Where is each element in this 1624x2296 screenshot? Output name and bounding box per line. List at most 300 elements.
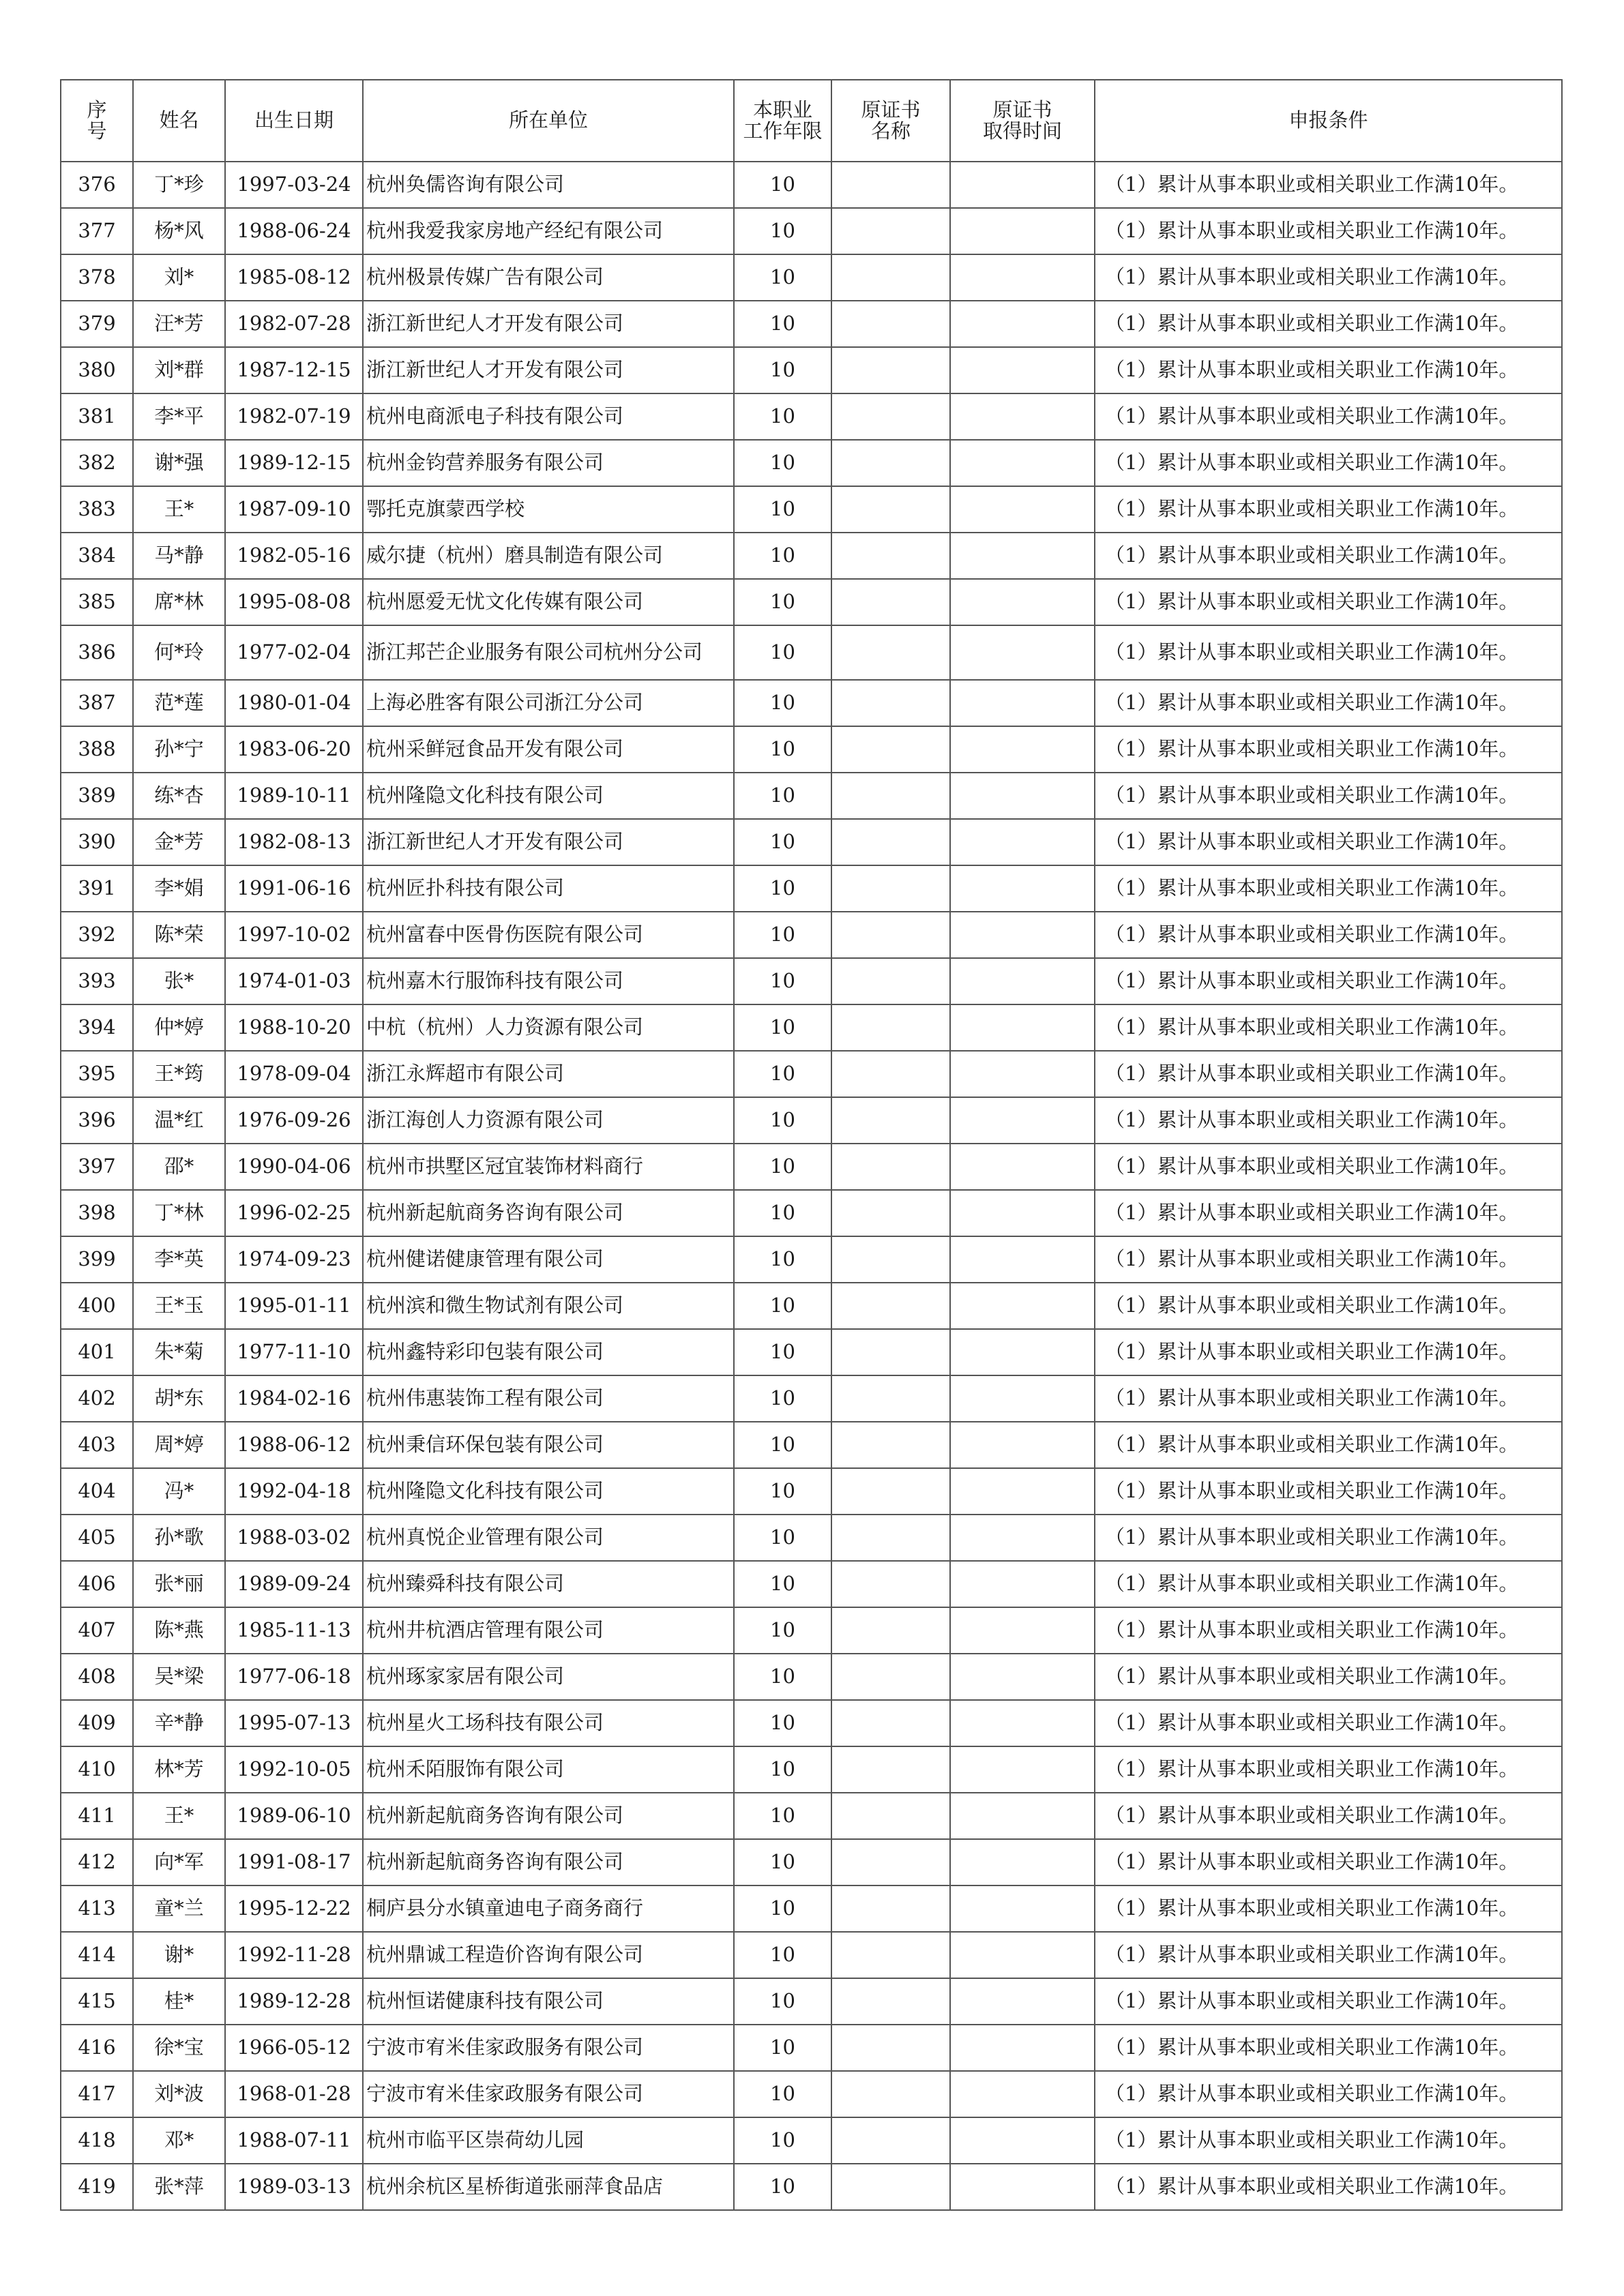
cell-cert-name (831, 440, 950, 486)
cell-cert-name (831, 2164, 950, 2210)
cell-seq: 382 (61, 440, 133, 486)
cell-cert-name (831, 1839, 950, 1885)
cell-name: 王*筠 (133, 1051, 225, 1097)
cell-condition: （1）累计从事本职业或相关职业工作满10年。 (1095, 1978, 1562, 2025)
header-birth (225, 80, 363, 162)
table-row (61, 958, 1562, 1004)
cell-unit: 杭州市临平区崇荷幼儿园 (363, 2117, 734, 2164)
cell-seq: 413 (61, 1885, 133, 1932)
header-seq (61, 80, 133, 162)
cell-seq: 401 (61, 1329, 133, 1375)
cell-seq: 407 (61, 1607, 133, 1654)
table-row (61, 680, 1562, 726)
cell-condition: （1）累计从事本职业或相关职业工作满10年。 (1095, 1561, 1562, 1607)
cell-work-years: 10 (734, 1839, 831, 1885)
cell-birth-date: 1982-05-16 (225, 533, 363, 579)
cell-condition: （1）累计从事本职业或相关职业工作满10年。 (1095, 1004, 1562, 1051)
table-row (61, 1004, 1562, 1051)
cell-condition: （1）累计从事本职业或相关职业工作满10年。 (1095, 1746, 1562, 1793)
cell-cert-time (950, 2164, 1095, 2210)
cell-name: 谢*强 (133, 440, 225, 486)
cell-seq: 388 (61, 726, 133, 773)
cell-birth-date: 1988-06-24 (225, 208, 363, 254)
cell-cert-time (950, 1978, 1095, 2025)
table-row (61, 1978, 1562, 2025)
cell-cert-time (950, 1375, 1095, 1422)
cell-cert-time (950, 347, 1095, 393)
table-row (61, 1283, 1562, 1329)
header-seq-line-1: 序 (87, 98, 107, 121)
cell-work-years: 10 (734, 865, 831, 912)
table-row (61, 486, 1562, 533)
table-row (61, 533, 1562, 579)
cell-condition: （1）累计从事本职业或相关职业工作满10年。 (1095, 2117, 1562, 2164)
cell-work-years: 10 (734, 2071, 831, 2117)
cell-name: 马*静 (133, 533, 225, 579)
cell-condition: （1）累计从事本职业或相关职业工作满10年。 (1095, 1839, 1562, 1885)
header-name (133, 80, 225, 162)
cell-name: 张* (133, 958, 225, 1004)
cell-seq: 410 (61, 1746, 133, 1793)
cell-condition: （1）累计从事本职业或相关职业工作满10年。 (1095, 1422, 1562, 1468)
cell-cert-time (950, 1932, 1095, 1978)
cell-cert-time (950, 579, 1095, 625)
cell-name: 温*红 (133, 1097, 225, 1144)
cell-name: 林*芳 (133, 1746, 225, 1793)
cell-cert-name (831, 1654, 950, 1700)
cell-condition: （1）累计从事本职业或相关职业工作满10年。 (1095, 865, 1562, 912)
cell-birth-date: 1988-03-02 (225, 1515, 363, 1561)
cell-birth-date: 1989-03-13 (225, 2164, 363, 2210)
cell-seq: 405 (61, 1515, 133, 1561)
cell-condition: （1）累计从事本职业或相关职业工作满10年。 (1095, 819, 1562, 865)
cell-cert-name (831, 773, 950, 819)
cell-name: 李*娟 (133, 865, 225, 912)
cell-unit: 杭州真悦企业管理有限公司 (363, 1515, 734, 1561)
cell-seq: 377 (61, 208, 133, 254)
header-years-line-1: 本职业 (752, 98, 812, 121)
cell-cert-name (831, 726, 950, 773)
table-row (61, 1839, 1562, 1885)
cell-seq: 416 (61, 2025, 133, 2071)
cell-cert-time (950, 1422, 1095, 1468)
cell-seq: 414 (61, 1932, 133, 1978)
cell-birth-date: 1987-09-10 (225, 486, 363, 533)
cell-unit: 杭州隆隐文化科技有限公司 (363, 773, 734, 819)
table-row (61, 208, 1562, 254)
cell-seq: 417 (61, 2071, 133, 2117)
cell-cert-time (950, 1654, 1095, 1700)
cell-cert-name (831, 1051, 950, 1097)
applicant-table (60, 79, 1563, 2211)
cell-unit: 杭州臻舜科技有限公司 (363, 1561, 734, 1607)
cell-birth-date: 1991-08-17 (225, 1839, 363, 1885)
cell-birth-date: 1995-07-13 (225, 1700, 363, 1746)
header-cert-name-line-1: 原证书 (861, 98, 921, 121)
cell-unit: 浙江永辉超市有限公司 (363, 1051, 734, 1097)
cell-cert-name (831, 486, 950, 533)
cell-work-years: 10 (734, 1654, 831, 1700)
cell-seq: 394 (61, 1004, 133, 1051)
cell-birth-date: 1982-08-13 (225, 819, 363, 865)
table-row (61, 1375, 1562, 1422)
cell-birth-date: 1992-04-18 (225, 1468, 363, 1515)
cell-condition: （1）累计从事本职业或相关职业工作满10年。 (1095, 1654, 1562, 1700)
cell-condition: （1）累计从事本职业或相关职业工作满10年。 (1095, 579, 1562, 625)
cell-name: 陈*燕 (133, 1607, 225, 1654)
cell-birth-date: 1980-01-04 (225, 680, 363, 726)
cell-unit: 杭州伟惠装饰工程有限公司 (363, 1375, 734, 1422)
cell-birth-date: 1989-06-10 (225, 1793, 363, 1839)
cell-condition: （1）累计从事本职业或相关职业工作满10年。 (1095, 2025, 1562, 2071)
cell-name: 谢* (133, 1932, 225, 1978)
cell-cert-time (950, 1700, 1095, 1746)
cell-work-years: 10 (734, 1051, 831, 1097)
cell-cert-name (831, 1746, 950, 1793)
header-row (61, 80, 1562, 162)
cell-unit: 浙江新世纪人才开发有限公司 (363, 301, 734, 347)
cell-seq: 404 (61, 1468, 133, 1515)
cell-work-years: 10 (734, 1236, 831, 1283)
cell-seq: 383 (61, 486, 133, 533)
cell-unit: 浙江新世纪人才开发有限公司 (363, 347, 734, 393)
cell-name: 金*芳 (133, 819, 225, 865)
table-row (61, 1654, 1562, 1700)
cell-work-years: 10 (734, 1144, 831, 1190)
cell-cert-time (950, 1746, 1095, 1793)
header-years-line-2: 工作年限 (743, 119, 823, 143)
header-name-line-1: 姓名 (159, 108, 199, 132)
header-cert-name (831, 80, 950, 162)
cell-birth-date: 1974-01-03 (225, 958, 363, 1004)
cell-cert-time (950, 773, 1095, 819)
cell-unit: 杭州愿爱无忧文化传媒有限公司 (363, 579, 734, 625)
cell-cert-name (831, 1375, 950, 1422)
cell-birth-date: 1997-03-24 (225, 162, 363, 208)
cell-work-years: 10 (734, 1746, 831, 1793)
cell-unit: 杭州鼎诚工程造价咨询有限公司 (363, 1932, 734, 1978)
cell-cert-time (950, 1607, 1095, 1654)
cell-cert-name (831, 1978, 950, 2025)
cell-seq: 380 (61, 347, 133, 393)
cell-cert-time (950, 1144, 1095, 1190)
cell-unit: 威尔捷（杭州）磨具制造有限公司 (363, 533, 734, 579)
cell-name: 刘*群 (133, 347, 225, 393)
cell-condition: （1）累计从事本职业或相关职业工作满10年。 (1095, 440, 1562, 486)
cell-name: 王*玉 (133, 1283, 225, 1329)
cell-cert-time (950, 440, 1095, 486)
cell-birth-date: 1996-02-25 (225, 1190, 363, 1236)
cell-work-years: 10 (734, 1885, 831, 1932)
cell-cert-time (950, 254, 1095, 301)
cell-cert-name (831, 2071, 950, 2117)
cell-work-years: 10 (734, 254, 831, 301)
cell-unit: 杭州星火工场科技有限公司 (363, 1700, 734, 1746)
cell-cert-name (831, 393, 950, 440)
table-row (61, 1422, 1562, 1468)
table-row (61, 1190, 1562, 1236)
cell-cert-name (831, 1561, 950, 1607)
cell-unit: 鄂托克旗蒙西学校 (363, 486, 734, 533)
table-body (61, 162, 1562, 2210)
cell-condition: （1）累计从事本职业或相关职业工作满10年。 (1095, 1793, 1562, 1839)
cell-work-years: 10 (734, 1468, 831, 1515)
table-row (61, 1885, 1562, 1932)
cell-name: 张*丽 (133, 1561, 225, 1607)
cell-cert-time (950, 625, 1095, 680)
cell-birth-date: 1977-02-04 (225, 625, 363, 680)
cell-seq: 391 (61, 865, 133, 912)
cell-birth-date: 1987-12-15 (225, 347, 363, 393)
cell-seq: 419 (61, 2164, 133, 2210)
cell-cert-name (831, 162, 950, 208)
header-unit-line-1: 所在单位 (508, 108, 588, 132)
cell-seq: 395 (61, 1051, 133, 1097)
header-seq-line-2: 号 (87, 119, 107, 143)
table-row (61, 162, 1562, 208)
cell-unit: 杭州隆隐文化科技有限公司 (363, 1468, 734, 1515)
cell-work-years: 10 (734, 393, 831, 440)
cell-cert-name (831, 1885, 950, 1932)
cell-work-years: 10 (734, 533, 831, 579)
header-cert-time-line-1: 原证书 (992, 98, 1052, 121)
cell-cert-time (950, 726, 1095, 773)
cell-name: 李*英 (133, 1236, 225, 1283)
table-row (61, 393, 1562, 440)
cell-birth-date: 1995-08-08 (225, 579, 363, 625)
cell-seq: 397 (61, 1144, 133, 1190)
cell-cert-time (950, 1097, 1095, 1144)
cell-birth-date: 1976-09-26 (225, 1097, 363, 1144)
cell-unit: 杭州富春中医骨伤医院有限公司 (363, 912, 734, 958)
cell-cert-time (950, 912, 1095, 958)
table-row (61, 1561, 1562, 1607)
table-row (61, 625, 1562, 680)
cell-cert-time (950, 2071, 1095, 2117)
cell-unit: 杭州禾陌服饰有限公司 (363, 1746, 734, 1793)
cell-birth-date: 1990-04-06 (225, 1144, 363, 1190)
cell-seq: 378 (61, 254, 133, 301)
cell-name: 练*杏 (133, 773, 225, 819)
cell-birth-date: 1992-10-05 (225, 1746, 363, 1793)
cell-birth-date: 1997-10-02 (225, 912, 363, 958)
cell-cert-time (950, 680, 1095, 726)
cell-work-years: 10 (734, 347, 831, 393)
table-row (61, 1236, 1562, 1283)
cell-unit: 浙江邦芒企业服务有限公司杭州分公司 (363, 625, 734, 680)
cell-birth-date: 1984-02-16 (225, 1375, 363, 1422)
cell-cert-name (831, 1607, 950, 1654)
cell-condition: （1）累计从事本职业或相关职业工作满10年。 (1095, 533, 1562, 579)
cell-cert-time (950, 958, 1095, 1004)
cell-work-years: 10 (734, 440, 831, 486)
cell-seq: 408 (61, 1654, 133, 1700)
cell-unit: 杭州极景传媒广告有限公司 (363, 254, 734, 301)
cell-work-years: 10 (734, 773, 831, 819)
cell-birth-date: 1977-06-18 (225, 1654, 363, 1700)
cell-seq: 396 (61, 1097, 133, 1144)
cell-cert-name (831, 1793, 950, 1839)
cell-work-years: 10 (734, 1190, 831, 1236)
cell-work-years: 10 (734, 1700, 831, 1746)
cell-unit: 杭州鑫特彩印包装有限公司 (363, 1329, 734, 1375)
cell-cert-name (831, 1468, 950, 1515)
cell-cert-time (950, 1236, 1095, 1283)
cell-unit: 杭州恒诺健康科技有限公司 (363, 1978, 734, 2025)
cell-condition: （1）累计从事本职业或相关职业工作满10年。 (1095, 1329, 1562, 1375)
cell-birth-date: 1995-12-22 (225, 1885, 363, 1932)
cell-name: 邵* (133, 1144, 225, 1190)
cell-name: 刘* (133, 254, 225, 301)
cell-name: 周*婷 (133, 1422, 225, 1468)
cell-seq: 389 (61, 773, 133, 819)
cell-name: 冯* (133, 1468, 225, 1515)
cell-unit: 杭州新起航商务咨询有限公司 (363, 1793, 734, 1839)
cell-cert-name (831, 347, 950, 393)
cell-unit: 杭州新起航商务咨询有限公司 (363, 1839, 734, 1885)
cell-condition: （1）累计从事本职业或相关职业工作满10年。 (1095, 162, 1562, 208)
header-years (734, 80, 831, 162)
cell-unit: 杭州新起航商务咨询有限公司 (363, 1190, 734, 1236)
cell-condition: （1）累计从事本职业或相关职业工作满10年。 (1095, 1468, 1562, 1515)
cell-work-years: 10 (734, 1422, 831, 1468)
table-row (61, 254, 1562, 301)
table-row (61, 2117, 1562, 2164)
cell-cert-time (950, 1793, 1095, 1839)
table-row (61, 1097, 1562, 1144)
cell-seq: 376 (61, 162, 133, 208)
cell-condition: （1）累计从事本职业或相关职业工作满10年。 (1095, 1190, 1562, 1236)
cell-seq: 400 (61, 1283, 133, 1329)
cell-work-years: 10 (734, 1793, 831, 1839)
cell-birth-date: 1977-11-10 (225, 1329, 363, 1375)
cell-cert-time (950, 1561, 1095, 1607)
cell-birth-date: 1978-09-04 (225, 1051, 363, 1097)
cell-cert-name (831, 1144, 950, 1190)
cell-condition: （1）累计从事本职业或相关职业工作满10年。 (1095, 254, 1562, 301)
header-birth-line-1: 出生日期 (254, 108, 334, 132)
cell-name: 仲*婷 (133, 1004, 225, 1051)
cell-name: 孙*歌 (133, 1515, 225, 1561)
table-row (61, 1700, 1562, 1746)
cell-seq: 409 (61, 1700, 133, 1746)
cell-condition: （1）累计从事本职业或相关职业工作满10年。 (1095, 726, 1562, 773)
table-row (61, 1515, 1562, 1561)
cell-condition: （1）累计从事本职业或相关职业工作满10年。 (1095, 680, 1562, 726)
cell-name: 刘*波 (133, 2071, 225, 2117)
cell-work-years: 10 (734, 1561, 831, 1607)
cell-unit: 杭州电商派电子科技有限公司 (363, 393, 734, 440)
cell-name: 丁*林 (133, 1190, 225, 1236)
cell-work-years: 10 (734, 301, 831, 347)
cell-condition: （1）累计从事本职业或相关职业工作满10年。 (1095, 2071, 1562, 2117)
cell-unit: 中杭（杭州）人力资源有限公司 (363, 1004, 734, 1051)
cell-cert-name (831, 1004, 950, 1051)
table-row (61, 726, 1562, 773)
cell-cert-name (831, 1329, 950, 1375)
cell-work-years: 10 (734, 1004, 831, 1051)
cell-cert-time (950, 1839, 1095, 1885)
cell-cert-time (950, 162, 1095, 208)
cell-cert-time (950, 1004, 1095, 1051)
cell-name: 王* (133, 1793, 225, 1839)
cell-cert-time (950, 1329, 1095, 1375)
cell-condition: （1）累计从事本职业或相关职业工作满10年。 (1095, 393, 1562, 440)
table-row (61, 773, 1562, 819)
cell-seq: 386 (61, 625, 133, 680)
cell-cert-name (831, 625, 950, 680)
cell-condition: （1）累计从事本职业或相关职业工作满10年。 (1095, 208, 1562, 254)
cell-cert-name (831, 254, 950, 301)
cell-cert-time (950, 1515, 1095, 1561)
cell-seq: 399 (61, 1236, 133, 1283)
cell-name: 向*军 (133, 1839, 225, 1885)
cell-cert-time (950, 2117, 1095, 2164)
table-row (61, 912, 1562, 958)
cell-birth-date: 1982-07-19 (225, 393, 363, 440)
cell-work-years: 10 (734, 680, 831, 726)
cell-condition: （1）累计从事本职业或相关职业工作满10年。 (1095, 958, 1562, 1004)
cell-seq: 392 (61, 912, 133, 958)
cell-name: 李*平 (133, 393, 225, 440)
cell-condition: （1）累计从事本职业或相关职业工作满10年。 (1095, 2164, 1562, 2210)
table-row (61, 1746, 1562, 1793)
table-row (61, 1793, 1562, 1839)
cell-unit: 浙江新世纪人才开发有限公司 (363, 819, 734, 865)
cell-unit: 杭州奂儒咨询有限公司 (363, 162, 734, 208)
cell-unit: 杭州余杭区星桥街道张丽萍食品店 (363, 2164, 734, 2210)
cell-cert-name (831, 1932, 950, 1978)
cell-condition: （1）累计从事本职业或相关职业工作满10年。 (1095, 1097, 1562, 1144)
cell-name: 孙*宁 (133, 726, 225, 773)
table-row (61, 819, 1562, 865)
cell-cert-name (831, 2025, 950, 2071)
cell-condition: （1）累计从事本职业或相关职业工作满10年。 (1095, 1700, 1562, 1746)
cell-condition: （1）累计从事本职业或相关职业工作满10年。 (1095, 347, 1562, 393)
table-row (61, 1607, 1562, 1654)
cell-birth-date: 1995-01-11 (225, 1283, 363, 1329)
cell-seq: 387 (61, 680, 133, 726)
cell-unit: 杭州井杭酒店管理有限公司 (363, 1607, 734, 1654)
cell-condition: （1）累计从事本职业或相关职业工作满10年。 (1095, 1051, 1562, 1097)
cell-work-years: 10 (734, 1329, 831, 1375)
table-header (61, 80, 1562, 162)
cell-cert-time (950, 208, 1095, 254)
cell-work-years: 10 (734, 1375, 831, 1422)
cell-work-years: 10 (734, 1515, 831, 1561)
cell-cert-time (950, 533, 1095, 579)
cell-unit: 杭州我爱我家房地产经纪有限公司 (363, 208, 734, 254)
cell-name: 邓* (133, 2117, 225, 2164)
cell-condition: （1）累计从事本职业或相关职业工作满10年。 (1095, 1515, 1562, 1561)
cell-condition: （1）累计从事本职业或相关职业工作满10年。 (1095, 1144, 1562, 1190)
cell-name: 张*萍 (133, 2164, 225, 2210)
cell-seq: 415 (61, 1978, 133, 2025)
cell-seq: 381 (61, 393, 133, 440)
cell-birth-date: 1992-11-28 (225, 1932, 363, 1978)
cell-seq: 384 (61, 533, 133, 579)
table-row (61, 301, 1562, 347)
cell-seq: 379 (61, 301, 133, 347)
table-row (61, 440, 1562, 486)
cell-work-years: 10 (734, 2164, 831, 2210)
header-cert-name-line-2: 名称 (870, 119, 911, 143)
cell-condition: （1）累计从事本职业或相关职业工作满10年。 (1095, 1607, 1562, 1654)
cell-seq: 406 (61, 1561, 133, 1607)
cell-seq: 418 (61, 2117, 133, 2164)
cell-cert-name (831, 1190, 950, 1236)
cell-birth-date: 1991-06-16 (225, 865, 363, 912)
